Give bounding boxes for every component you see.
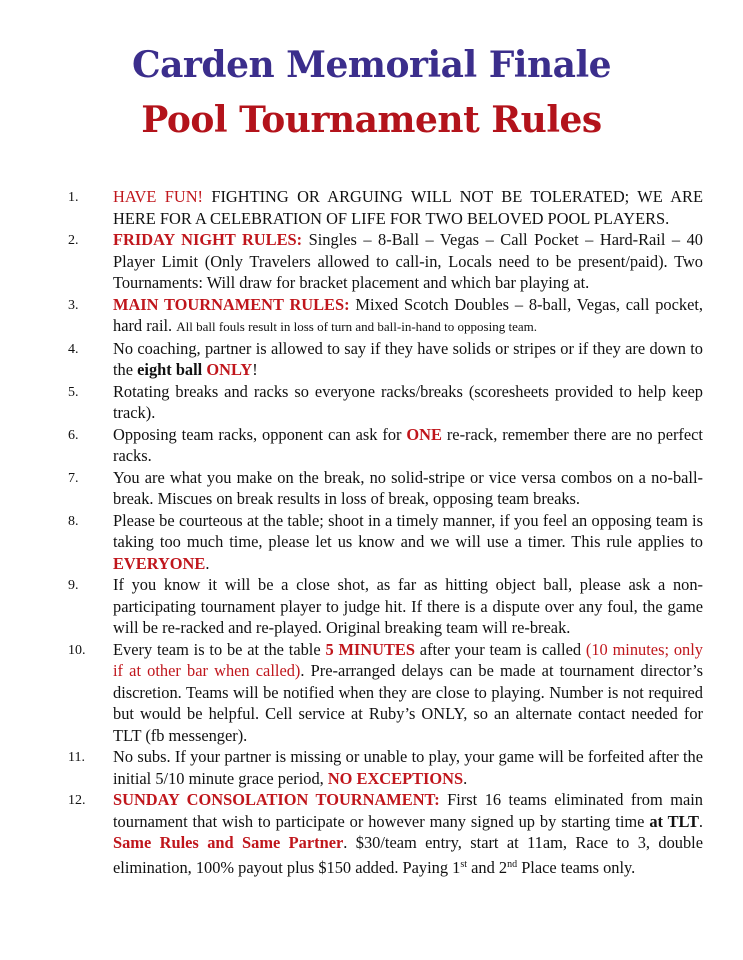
rule-text — [113, 186, 703, 229]
rule-text-run: and 2 — [467, 857, 508, 877]
rule-text-run: after your team is called — [414, 639, 586, 659]
rule-text-run: FRIDAY NIGHT RULES: — [113, 230, 303, 249]
rule-item — [0, 510, 743, 575]
rule-number: 6. — [68, 427, 79, 443]
rule-number: 10. — [68, 642, 86, 658]
rule-text — [113, 294, 703, 338]
rule-text-run: If you know it will be a close shot, as far as hitting object ball, please ask a non-participating tournament player to judge hit. If there is a dispute over any foul, the game will be re-racked and re-played. Original breaking team will re-break. — [113, 575, 703, 637]
rule-text — [113, 424, 703, 467]
rule-item — [0, 424, 743, 467]
rule-number: 4. — [68, 341, 79, 357]
rule-text-run: Singles – 8-Ball – Vegas – Call Pocket – Hard-Rail – 40 Player Limit (Only Travelers allowed to call-in, Locals need to be present/paid). Two Tournaments: Will draw for bracket placement and which bar playing at. — [113, 230, 704, 292]
rule-number: 2. — [68, 233, 79, 248]
rule-text-run: HAVE FUN! — [113, 187, 203, 206]
rule-text-run: nd — [507, 858, 518, 870]
rule-text-run: ONE — [406, 424, 442, 444]
rule-number: 9. — [68, 578, 79, 593]
rule-item — [0, 381, 743, 424]
rule-text-run: at TLT — [649, 811, 699, 831]
rule-text-run: ONLY — [206, 360, 253, 379]
rule-text-run: . Pre-arranged delays can be made at tournament director’s discretion. Teams will be notified when they are close to playing. Number is not required but would be helpful. Cell service at Ruby’s ONLY, so an alternate contact needed for TLT (fb messenger). — [113, 661, 703, 745]
rule-text-run: Every team is to be at the table — [113, 639, 326, 659]
rule-item — [0, 746, 743, 789]
rule-text-run: No subs. If your partner is missing or unable to play, your game will be forfeited after the initial 5/10 minute grace period, — [113, 747, 703, 788]
rule-number: 8. — [68, 513, 79, 529]
rule-text — [113, 746, 703, 789]
rule-text-run: Mixed Scotch Doubles – 8-ball, Vegas, call pocket, hard rail. — [113, 294, 703, 335]
rule-text — [113, 574, 703, 639]
rule-text-run: st — [460, 858, 468, 870]
rule-text — [113, 338, 703, 381]
rule-text — [113, 381, 703, 424]
rule-text-run: Opposing team racks, opponent can ask for — [113, 424, 407, 444]
rule-text-run: (10 minutes; only if at other bar when called) — [113, 639, 703, 680]
rule-text-run: You are what you make on the break, no solid-stripe or vice versa combos on a no-ball-break. Miscues on break results in loss of break, opposing team breaks. — [113, 467, 703, 508]
rule-text-run: Please be courteous at the table; shoot in a timely manner, if you feel an opposing team is taking too much time, please let us know and we will use a timer. This rule applies to — [113, 510, 703, 551]
rule-text-run: Place teams only. — [517, 857, 636, 877]
rule-item — [0, 338, 743, 381]
title-line-2: Pool Tournament Rules — [141, 99, 602, 141]
rule-number: 11. — [68, 750, 85, 765]
rule-text — [113, 639, 703, 747]
rule-text-run: . $30/team entry, start at 11am, Race to 3, double elimination, 100% payout plus $150 added. Paying 1 — [113, 833, 704, 877]
title-line-1: Carden Memorial Finale — [131, 44, 612, 86]
rule-text-run: . — [463, 768, 468, 788]
rule-text-run: SUNDAY CONSOLATION TOURNAMENT: — [113, 790, 440, 809]
rule-text — [113, 789, 703, 878]
rule-text-run: ! — [252, 360, 258, 379]
rule-text-run: Same Rules and Same Partner — [113, 833, 344, 852]
rule-item — [0, 639, 743, 747]
rule-text-run: . — [698, 811, 703, 831]
rule-text-run: MAIN TOURNAMENT RULES: — [113, 294, 350, 314]
rule-item — [0, 574, 743, 639]
rule-number: 3. — [68, 297, 79, 313]
rule-text — [113, 229, 703, 294]
rule-item — [0, 229, 743, 294]
rule-number: 1. — [68, 190, 79, 205]
rule-item — [0, 467, 743, 510]
rule-text-run: EVERYONE — [113, 553, 206, 573]
rule-text-run: All ball fouls result in loss of turn and ball-in-hand to opposing team. — [176, 319, 537, 334]
rule-text — [113, 510, 703, 575]
rule-text-run: NO EXCEPTIONS — [327, 768, 464, 788]
rule-item — [0, 294, 743, 338]
rule-text-run: eight ball — [137, 360, 203, 379]
rule-text-run: Rotating breaks and racks so everyone racks/breaks (scoresheets provided to help keep track). — [113, 381, 703, 422]
rule-item — [0, 186, 743, 229]
rule-number: 12. — [68, 793, 86, 808]
rule-text-run: No coaching, partner is allowed to say if they have solids or stripes or if they are down to the — [113, 338, 703, 379]
rule-text-run: First 16 teams eliminated from main tournament that wish to participate or however many signed up by starting time — [113, 790, 703, 831]
rule-text-run: FIGHTING OR ARGUING WILL NOT BE TOLERATED; WE ARE HERE FOR A CELEBRATION OF LIFE FOR TWO BELOVED POOL PLAYERS. — [113, 187, 703, 228]
rule-item — [0, 789, 743, 878]
rule-number: 7. — [68, 470, 79, 486]
rule-number: 5. — [68, 384, 79, 400]
rule-text-run: 5 MINUTES — [325, 639, 415, 659]
rule-text-run: re-rack, remember there are no perfect racks. — [113, 424, 703, 465]
rules-list — [0, 186, 743, 878]
rule-text-run: . — [205, 553, 210, 573]
rule-text — [113, 467, 703, 510]
